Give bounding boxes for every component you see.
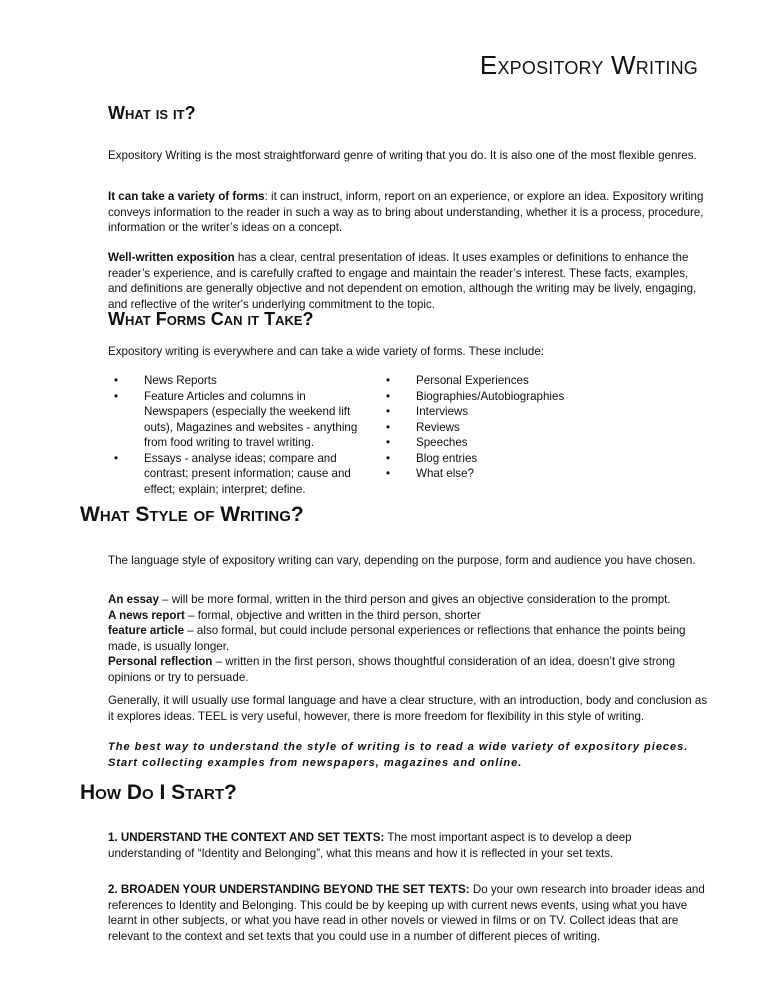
document-title: Expository Writing bbox=[479, 50, 698, 80]
tip-paragraph: The best way to understand the style of writing is to read a wide variety of expository pieces. Start collecting examples from newspapers, magazines and online. bbox=[108, 741, 689, 769]
paragraph: The language style of expository writing can vary, depending on the purpose, form and audience you have chosen. bbox=[108, 554, 696, 567]
definition bbox=[108, 624, 685, 653]
text: – also formal, but could include personal experiences or reflections that enhance the points being made, is usually longer. bbox=[108, 624, 686, 653]
bold-lead: 2. BROADEN YOUR UNDERSTANDING BEYOND THE SET TEXTS: bbox=[108, 883, 470, 896]
paragraph bbox=[108, 882, 708, 944]
text: The most important aspect is to develop a deep understanding of “Identity and Belonging”, what this means and how it is reflected in your set texts. bbox=[108, 831, 632, 860]
definition bbox=[108, 593, 671, 606]
term: A news report bbox=[108, 608, 185, 622]
term: An essay bbox=[108, 593, 159, 606]
heading-forms: What Forms Can it Take? bbox=[108, 309, 314, 329]
text: – formal, objective and written in the third person, shorter bbox=[184, 608, 481, 622]
list-item: • Essays - analyse ideas; compare and contrast; present information; cause and effect; explain; interpret; define. bbox=[108, 451, 368, 498]
list-item: • Interviews bbox=[380, 404, 640, 420]
heading-start: How Do I Start? bbox=[80, 781, 237, 804]
list-item: • Feature Articles and columns in Newspapers (especially the weekend lift outs), Magazines and websites - anything from food writing to travel writing. bbox=[108, 389, 368, 451]
list-item: • Personal Experiences bbox=[380, 373, 640, 389]
text: Do your own research into broader ideas and references to Identity and Belonging. This could be by keeping up with current news events, using what you have learnt in other subjects, or what you have read in other novels or viewed in films or on TV. Collect ideas that are relevant to the context and set texts that you could use in a number of different pieces of writing. bbox=[108, 883, 705, 943]
bold-lead: Well-written exposition bbox=[108, 251, 235, 264]
bold-lead: 1. UNDERSTAND THE CONTEXT AND SET TEXTS: bbox=[108, 831, 385, 844]
text: – written in the first person, shows thoughtful consideration of an idea, doesn’t give strong opinions or try to persuade. bbox=[108, 655, 676, 684]
definition bbox=[108, 609, 481, 622]
definition bbox=[108, 655, 675, 684]
text: has a clear, central presentation of ideas. It uses examples or definitions to enhance the reader’s experience, and is carefully crafted to engage and maintain the reader’s interest. These facts, examples, and definitions are generally objective and not dependent on emotion, although the writing may be lively, engaging, and reflective of the writer's underlying commitment to the topic. bbox=[108, 251, 697, 311]
list-item: • News Reports bbox=[108, 373, 368, 389]
definitions bbox=[108, 592, 708, 685]
paragraph: Expository writing is everywhere and can take a wide variety of forms. These include: bbox=[108, 345, 545, 358]
list-item: • What else? bbox=[380, 466, 640, 482]
forms-list-right bbox=[380, 373, 640, 482]
list-item: • Blog entries bbox=[380, 451, 640, 467]
paragraph bbox=[108, 830, 708, 861]
list-item: • Speeches bbox=[380, 435, 640, 451]
text: : it can instruct, inform, report on an experience, or explore an idea. Expository writing conveys information to the reader in such a way as to bring about understanding, whether it is a process, procedure, information or the writer’s ideas on a concept. bbox=[108, 190, 704, 234]
text: – will be more formal, written in the third person and gives an objective consideration to the prompt. bbox=[158, 593, 671, 606]
heading-what-is-it: What is it? bbox=[108, 103, 196, 123]
list-item: • Reviews bbox=[380, 420, 640, 436]
bold-lead: It can take a variety of forms bbox=[108, 190, 265, 203]
paragraph bbox=[108, 250, 708, 312]
heading-style: What Style of Writing? bbox=[80, 503, 304, 526]
term: feature article bbox=[108, 624, 185, 637]
list-item: • Biographies/Autobiographies bbox=[380, 389, 640, 405]
paragraph: Generally, it will usually use formal language and have a clear structure, with an introduction, body and conclusion as it explores ideas. TEEL is very useful, however, there is more freedom for flexibility in this style of writing. bbox=[108, 694, 708, 723]
paragraph bbox=[108, 189, 708, 236]
term: Personal reflection bbox=[108, 655, 213, 668]
paragraph: Expository Writing is the most straightforward genre of writing that you do. It is also one of the most flexible genres. bbox=[108, 149, 697, 162]
forms-list-left bbox=[108, 373, 368, 497]
